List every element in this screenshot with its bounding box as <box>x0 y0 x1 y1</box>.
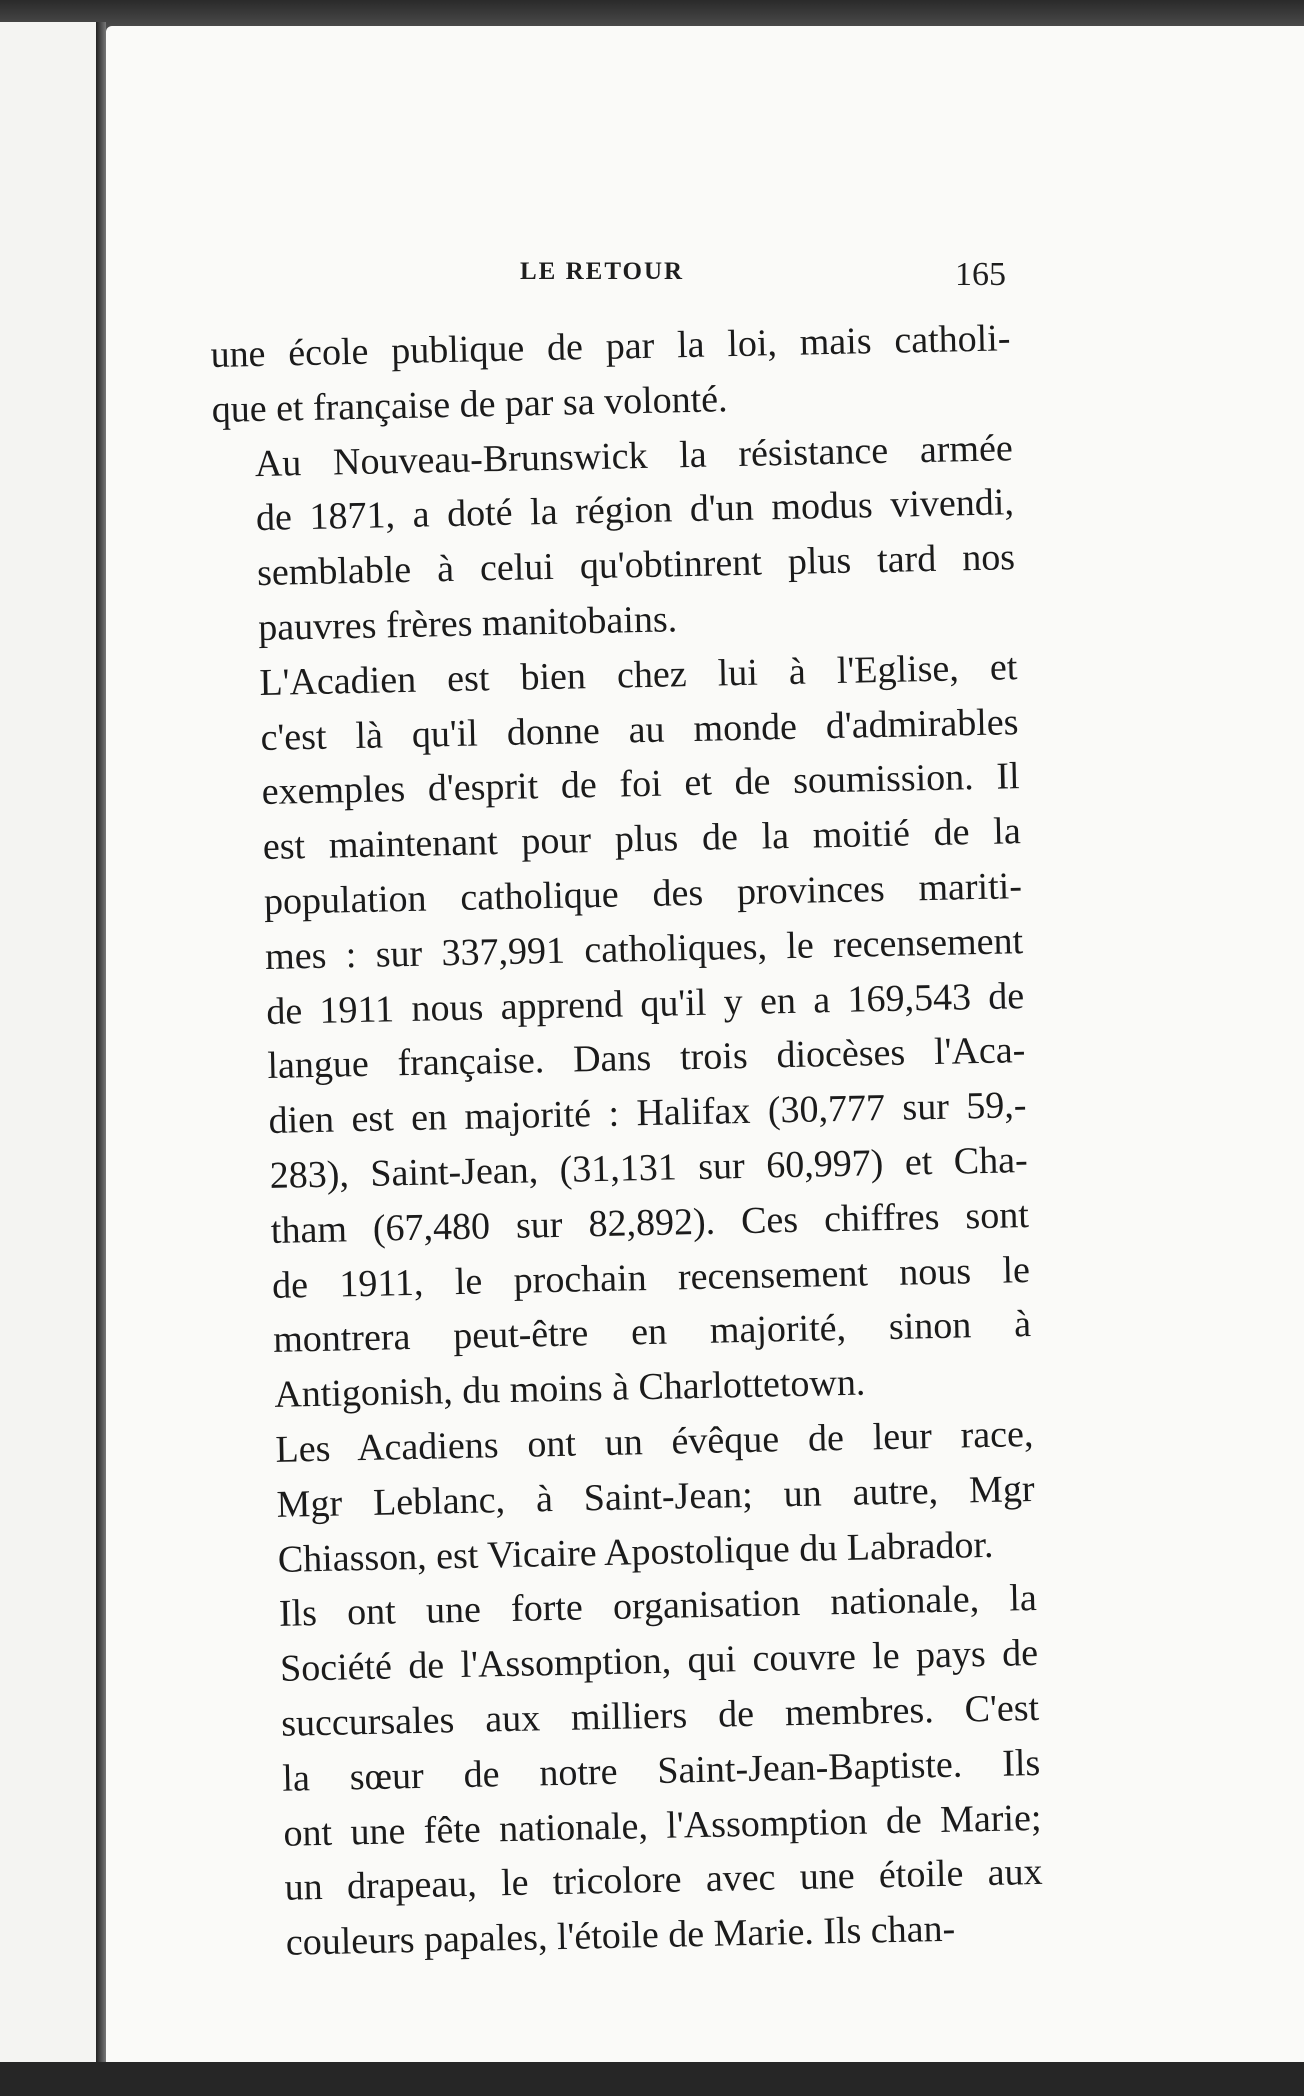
text-line: que et française de par sa volonté. <box>211 377 728 431</box>
text-line: tham (67,480 sur 82,892). Ces chiffres sont <box>270 1193 1030 1252</box>
paragraph <box>210 311 1012 437</box>
text-line: exemples d'esprit de foi et de soumission. Il <box>261 755 1021 814</box>
text-line: un drapeau, le tricolore avec une étoile aux <box>284 1851 1043 1910</box>
paragraph <box>217 640 1033 1424</box>
text-line: dien est en majorité : Halifax (30,777 sur 59,- <box>268 1084 1027 1143</box>
text-line: langue française. Dans trois diocèses l'Aca- <box>267 1029 1026 1088</box>
text-line: une école publique de par la loi, mais catholi- <box>210 317 1011 376</box>
text-line: de 1911 nous apprend qu'il y en a 169,543 de <box>265 974 1025 1033</box>
text-line: est maintenant pour plus de la moitié de la <box>262 810 1022 869</box>
text-line: Mgr Leblanc, à Saint-Jean; un autre, Mgr <box>276 1467 1035 1526</box>
paragraph <box>212 421 1016 657</box>
text-line: Les Acadiens ont un évêque de leur race, <box>275 1412 1034 1471</box>
text-line: montrera peut-être en majorité, sinon à <box>272 1303 1032 1362</box>
text-line: de 1911, le prochain recensement nous le <box>271 1248 1031 1307</box>
scan-border-bottom <box>0 2062 1304 2096</box>
text-line: Ils ont une forte organisation nationale, la <box>278 1577 1038 1636</box>
paragraph <box>233 1407 1036 1588</box>
text-line: Société de l'Assomption, qui couvre le pays de <box>279 1632 1039 1690</box>
text-line: couleurs papales, l'étoile de Marie. Ils chan- <box>285 1907 956 1964</box>
text-line: de 1871, a doté la région d'un modus vivendi, <box>255 481 1015 540</box>
text-line: succursales aux milliers de membres. C'est <box>280 1686 1040 1745</box>
text-line: 283), Saint-Jean, (31,131 sur 60,997) et Cha- <box>269 1139 1029 1197</box>
text-line: Antigonish, du moins à Charlottetown. <box>273 1361 866 1417</box>
text-line: Au Nouveau-Brunswick la résistance armée <box>254 426 1014 485</box>
text-line: Chiasson, est Vicaire Apostolique du Labrador. <box>277 1523 994 1581</box>
running-title: LE RETOUR <box>520 258 685 285</box>
text-line: c'est là qu'il donne au monde d'admirables <box>260 700 1019 759</box>
body-text <box>210 311 1044 1971</box>
text-line: pauvres frères manitobains. <box>257 598 678 650</box>
facing-page-edge <box>0 22 104 2062</box>
text-line: ont une fête nationale, l'Assomption de Marie; <box>283 1796 1042 1855</box>
text-line: L'Acadien est bien chez lui à l'Eglise, et <box>259 645 1018 704</box>
text-line: semblable à celui qu'obtinrent plus tard nos <box>256 536 1016 595</box>
paragraph <box>236 1571 1044 1971</box>
page-number: 165 <box>955 256 1006 293</box>
book-gutter <box>96 22 106 2062</box>
text-line: mes : sur 337,991 catholiques, le recensement <box>264 919 1024 978</box>
text-line: population catholique des provinces mariti- <box>263 865 1023 923</box>
text-line: la sœur de notre Saint-Jean-Baptiste. Ils <box>281 1741 1041 1800</box>
